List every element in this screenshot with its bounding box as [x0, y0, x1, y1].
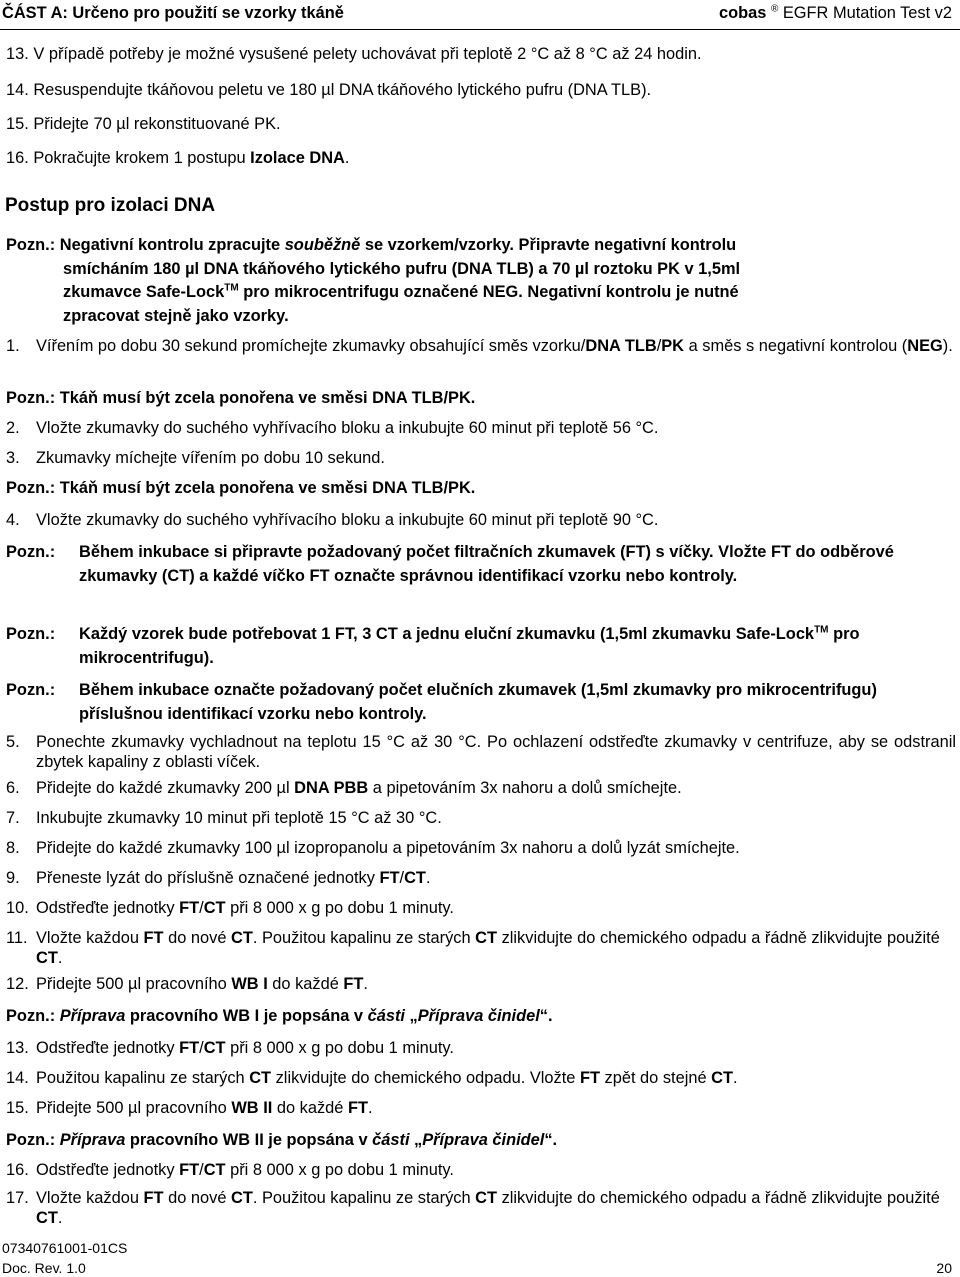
step-13: 13. Odstřeďte jednotky FT/CT při 8 000 x g po dobu 1 minuty. [6, 1039, 454, 1057]
step-17: 17. Vložte každou FT do nové CT. Použitou kapalinu ze starých CT zlikvidujte do chemického odpadu a řádně zlikvidujte použité CT. [6, 1189, 940, 1227]
step-8: 8. Přidejte do každé zkumavky 100 µl izopropanolu a pipetováním 3x nahoru a dolů lyzát smíchejte. [6, 839, 740, 857]
step-13-top: 13. V případě potřeby je možné vysušené pelety uchovávat při teplotě 2 °C až 8 °C až 24 hodin. [6, 45, 702, 63]
step-7: 7. Inkubujte zkumavky 10 minut při teplotě 15 °C až 30 °C. [6, 809, 442, 827]
footer-doc-id: 07340761001-01CS [2, 1240, 128, 1256]
registered-mark: ® [770, 3, 779, 15]
negative-control-note: Pozn.: Negativní kontrolu zpracujte souběžně se vzorkem/vzorky. Připravte negativní kontrolu smícháním 180 µl DNA tkáňového lytického pufru (DNA TLB) a 70 µl roztoku PK v 1,5ml zkumavce Safe-Lock™ pro mikrocentrifugu označené NEG. Negativní kontrolu je nutné zpracovat stejně jako vzorky. [6, 236, 741, 325]
step-5: 5. Ponechte zkumavky vychladnout na teplotu 15 °C až 30 °C. Po ochlazení odstřeďte zkumavky v centrifuze, aby se odstranil zbytek kapaliny z oblasti víček. [6, 733, 956, 771]
step-16: 16. Odstřeďte jednotky FT/CT při 8 000 x g po dobu 1 minuty. [6, 1161, 454, 1179]
step-6: 6. Přidejte do každé zkumavky 200 µl DNA PBB a pipetováním 3x nahoru a dolů smíchejte. [6, 779, 682, 797]
header-part-title: ČÁST A: Určeno pro použití se vzorky tkáně [2, 4, 344, 22]
step-3: 3. Zkumavky míchejte vířením po dobu 10 sekund. [6, 449, 385, 467]
step-15: 15. Přidejte 500 µl pracovního WB II do každé FT. [6, 1099, 373, 1117]
step-15-top: 15. Přidejte 70 µl rekonstituované PK. [6, 115, 281, 133]
step-11: 11. Vložte každou FT do nové CT. Použitou kapalinu ze starých CT zlikvidujte do chemického odpadu a řádně zlikvidujte použité CT. [6, 929, 940, 967]
header-product-name: EGFR Mutation Test v2 [778, 4, 952, 22]
note-elution-tubes: Pozn.: Během inkubace označte požadovaný počet elučních zkumavek (1,5ml zkumavky pro mikrocentrifugu) příslušnou identifikací vzorku nebo kontroly. [6, 681, 877, 723]
section-title: Postup pro izolaci DNA [5, 195, 216, 216]
footer-revision: Doc. Rev. 1.0 [2, 1260, 86, 1276]
step-9: 9. Přeneste lyzát do příslušně označené jednotky FT/CT. [6, 869, 431, 887]
step-16-top: 16. Pokračujte krokem 1 postupu Izolace DNA. [6, 149, 350, 167]
step-1: 1. Vířením po dobu 30 sekund promíchejte zkumavky obsahující směs vzorku/DNA TLB/PK a směs s negativní kontrolou (NEG). [6, 337, 953, 355]
step-10: 10. Odstřeďte jednotky FT/CT při 8 000 x g po dobu 1 minuty. [6, 899, 454, 917]
step-2: 2. Vložte zkumavky do suchého vyhřívacího bloku a inkubujte 60 minut při teplotě 56 °C. [6, 419, 659, 437]
header-brand: cobas [719, 4, 767, 22]
step-4: 4. Vložte zkumavky do suchého vyhřívacího bloku a inkubujte 60 minut při teplotě 90 °C. [6, 511, 659, 529]
note-wb1: Pozn.: Příprava pracovního WB I je popsána v části „Příprava činidel“. [6, 1007, 553, 1025]
note-each-sample: Pozn.: Každý vzorek bude potřebovat 1 FT, 3 CT a jednu eluční zkumavku (1,5ml zkumavku Safe-Lock™ pro mikrocentrifugu). [6, 624, 860, 667]
note-tissue-2: Pozn.: Tkáň musí být zcela ponořena ve směsi DNA TLB/PK. [6, 479, 476, 497]
step-12: 12. Přidejte 500 µl pracovního WB I do každé FT. [6, 975, 368, 993]
step-14: 14. Použitou kapalinu ze starých CT zlikvidujte do chemického odpadu. Vložte FT zpět do stejné CT. [6, 1069, 738, 1087]
page-number: 20 [936, 1260, 952, 1276]
izolace-link-text: Izolace DNA [250, 149, 345, 167]
page-header [0, 0, 960, 30]
note-wb2: Pozn.: Příprava pracovního WB II je popsána v části „Příprava činidel“. [6, 1131, 558, 1149]
note-tissue-1: Pozn.: Tkáň musí být zcela ponořena ve směsi DNA TLB/PK. [6, 389, 476, 407]
step-14-top: 14. Resuspendujte tkáňovou peletu ve 180 µl DNA tkáňového lytického pufru (DNA TLB). [6, 81, 652, 99]
note-filter-tubes: Pozn.: Během inkubace si připravte požadovaný počet filtračních zkumavek (FT) s víčky. Vložte FT do odběrové zkumavky (CT) a každé víčko FT označte správnou identifikací vzorku nebo kontroly. [6, 543, 894, 585]
header-product [719, 4, 952, 23]
